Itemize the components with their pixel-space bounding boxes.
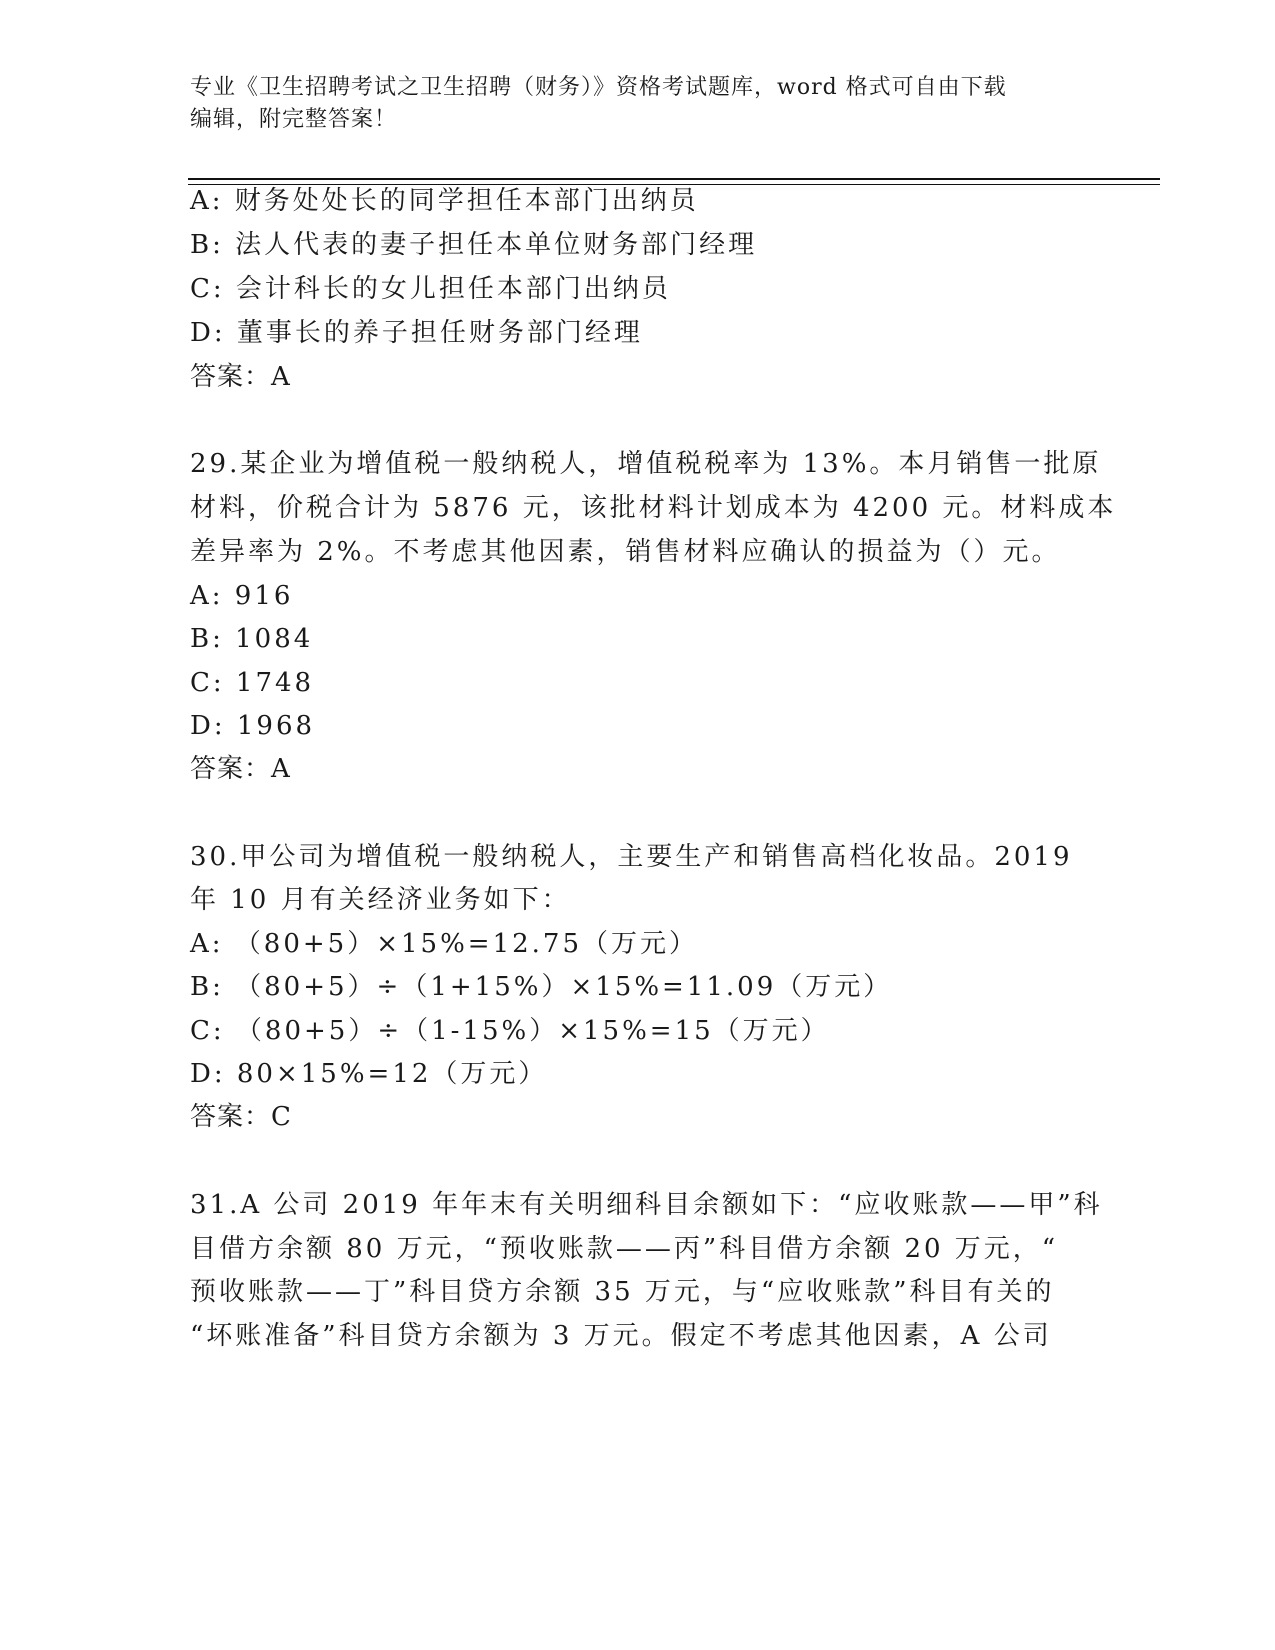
q31-stem-line-3: 预收账款——丁”科目贷方余额 35 万元，与“应收账款”科目有关的 <box>190 1277 1055 1307</box>
q29-option-c: C: 1748 <box>190 668 315 698</box>
q31-stem-line-4: “坏账准备”科目贷方余额为 3 万元。假定不考虑其他因素，A 公司 <box>190 1321 1052 1351</box>
q29-stem-line-2: 材料，价税合计为 5876 元，该批材料计划成本为 4200 元。材料成本 <box>190 493 1117 523</box>
q29-option-d: D: 1968 <box>190 711 316 741</box>
q30-answer: 答案：C <box>190 1102 292 1132</box>
q30-option-b: B: （80+5）÷（1+15%）×15%=11.09（万元） <box>190 972 893 1002</box>
q30-option-c: C: （80+5）÷（1-15%）×15%=15（万元） <box>190 1016 830 1046</box>
q28-option-d: D: 董事长的养子担任财务部门经理 <box>190 318 643 348</box>
q28-option-b: B: 法人代表的妻子担任本单位财务部门经理 <box>190 230 758 260</box>
q29-stem-line-1: 29.某企业为增值税一般纳税人，增值税税率为 13%。本月销售一批原 <box>190 449 1102 479</box>
q28-option-a: A: 财务处处长的同学担任本部门出纳员 <box>190 186 699 216</box>
header-line-1: 专业《卫生招聘考试之卫生招聘（财务）》资格考试题库，word 格式可自由下载 <box>190 75 1007 100</box>
q28-option-c: C: 会计科长的女儿担任本部门出纳员 <box>190 274 671 304</box>
q29-answer: 答案：A <box>190 754 291 784</box>
q30-option-a: A: （80+5）×15%=12.75（万元） <box>190 929 699 959</box>
q31-stem-line-1: 31.A 公司 2019 年年末有关明细科目余额如下：“应收账款——甲”科 <box>190 1190 1103 1220</box>
q31-stem-line-2: 目借方余额 80 万元，“预收账款——丙”科目借方余额 20 万元，“ <box>190 1234 1059 1264</box>
q30-stem-line-2: 年 10 月有关经济业务如下： <box>190 885 571 915</box>
q29-stem-line-3: 差异率为 2%。不考虑其他因素，销售材料应确认的损益为（）元。 <box>190 537 1061 567</box>
q29-option-b: B: 1084 <box>190 624 314 654</box>
q30-option-d: D: 80×15%=12（万元） <box>190 1059 548 1089</box>
q30-stem-line-1: 30.甲公司为增值税一般纳税人，主要生产和销售高档化妆品。2019 <box>190 842 1073 872</box>
header-line-2: 编辑，附完整答案！ <box>190 107 398 132</box>
document-header <box>190 72 1090 136</box>
q29-option-a: A: 916 <box>190 581 294 611</box>
q28-answer: 答案：A <box>190 362 291 392</box>
